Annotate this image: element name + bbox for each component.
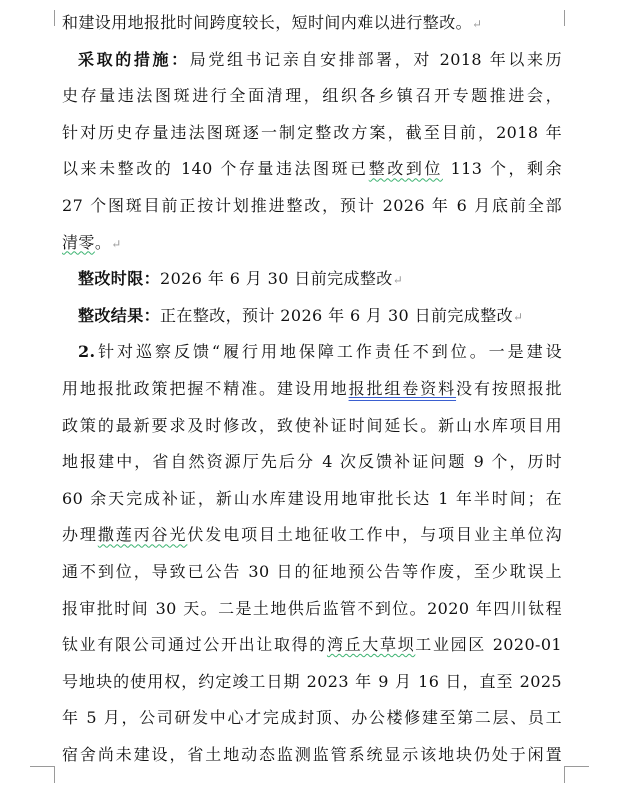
margin-corner-bottom-left (30, 766, 55, 783)
margin-corner-top-right (564, 10, 589, 26)
text-run: 没有按照报批 (456, 378, 562, 398)
text-line (62, 5, 562, 42)
text-run: 报批组卷资料 (348, 378, 457, 398)
text-run: 针对历史存量违法图斑逐一制定整改方案，截至目前，2018 年 (62, 122, 562, 142)
text-run: 政策的最新要求及时修改，致使补证时间延长。新山水库项目用 (62, 415, 562, 435)
text-run: 办理 (62, 525, 98, 545)
text-run: 针对巡察反馈“履行用地保障工作责任不到位。一是建设 (95, 342, 562, 362)
text-line (62, 334, 562, 371)
text-line (62, 298, 562, 335)
text-run: 伏发电项目土地征收工作中，与项目业主单位沟 (187, 525, 562, 545)
paragraph-mark: ↵ (111, 236, 122, 251)
text-run: 湾丘大草坝 (326, 635, 416, 655)
text-line (62, 408, 562, 445)
text-run: 撒莲丙谷光 (97, 525, 188, 545)
text-line (62, 737, 562, 774)
text-run: 整改到位 (368, 159, 443, 179)
text-line (62, 517, 562, 554)
margin-corner-bottom-right (564, 766, 589, 783)
text-line (62, 371, 562, 408)
text-run: 通不到位，导致已公告 30 日的征地预公告等作废，至少耽误上 (62, 561, 562, 581)
text-line (62, 444, 562, 481)
text-line (62, 225, 562, 262)
paragraph-mark: ↵ (513, 309, 524, 324)
text-line (62, 115, 562, 152)
text-run: 27 个图斑目前正按计划推进整改，预计 2026 年 6 月底前全部 (62, 195, 562, 215)
text-run: 。 (94, 232, 112, 252)
text-run: 史存量违法图斑进行全面清理，组织各乡镇召开专题推进会， (62, 86, 562, 106)
text-line (62, 188, 562, 225)
text-run: 60 余天完成补证，新山水库建设用地审批长达 1 年半时间；在 (62, 488, 562, 508)
text-run: 清零 (62, 232, 95, 252)
text-run: 报审批时间 30 天。二是土地供后监管不到位。2020 年四川钛程 (62, 598, 562, 618)
text-line (62, 700, 562, 737)
text-line (62, 554, 562, 591)
text-line (62, 261, 562, 298)
text-run: 2. (78, 342, 96, 362)
text-run: 以来未整改的 140 个存量违法图斑已 (62, 159, 369, 179)
text-line (62, 151, 562, 188)
text-run: 局党组书记亲自安排部署，对 2018 年以来历 (189, 49, 562, 69)
text-run: 用地报批政策把握不精准。建设用地 (62, 378, 349, 398)
text-run: 工业园区 2020-01 (415, 635, 562, 655)
text-line (62, 591, 562, 628)
text-line (62, 481, 562, 518)
document-body[interactable] (62, 5, 562, 773)
text-run: 整改结果： (78, 305, 161, 325)
text-line (62, 78, 562, 115)
text-line (62, 42, 562, 79)
text-run: 地报建中，省自然资源厅先后分 4 次反馈补证问题 9 个，历时 (62, 452, 562, 472)
text-run: 113 个，剩余 (442, 159, 563, 179)
text-run: 钛业有限公司通过公开出让取得的 (62, 635, 327, 655)
text-run: 和建设用地报批时间跨度较长，短时间内难以进行整改。 (62, 13, 473, 32)
text-run: 采取的措施： (78, 49, 190, 69)
text-run: 宿舍尚未建设，省土地动态监测监管系统显示该地块仍处于闲置 (62, 744, 562, 764)
text-run: 年 5 月，公司研发中心才完成封顶、办公楼修建至第二层、员工 (62, 708, 562, 728)
text-line (62, 627, 562, 664)
text-run: 正在整改，预计 2026 年 6 月 30 日前完成整改 (160, 305, 513, 325)
text-run: 整改时限： (78, 269, 161, 289)
margin-corner-top-left (30, 10, 55, 26)
paragraph-mark: ↵ (392, 273, 403, 288)
text-line (62, 664, 562, 701)
text-run: 2026 年 6 月 30 日前完成整改 (160, 269, 393, 289)
text-run: 号地块的使用权，约定竣工日期 2023 年 9 月 16 日，直至 2025 (62, 671, 562, 691)
paragraph-mark: ↵ (472, 17, 483, 31)
